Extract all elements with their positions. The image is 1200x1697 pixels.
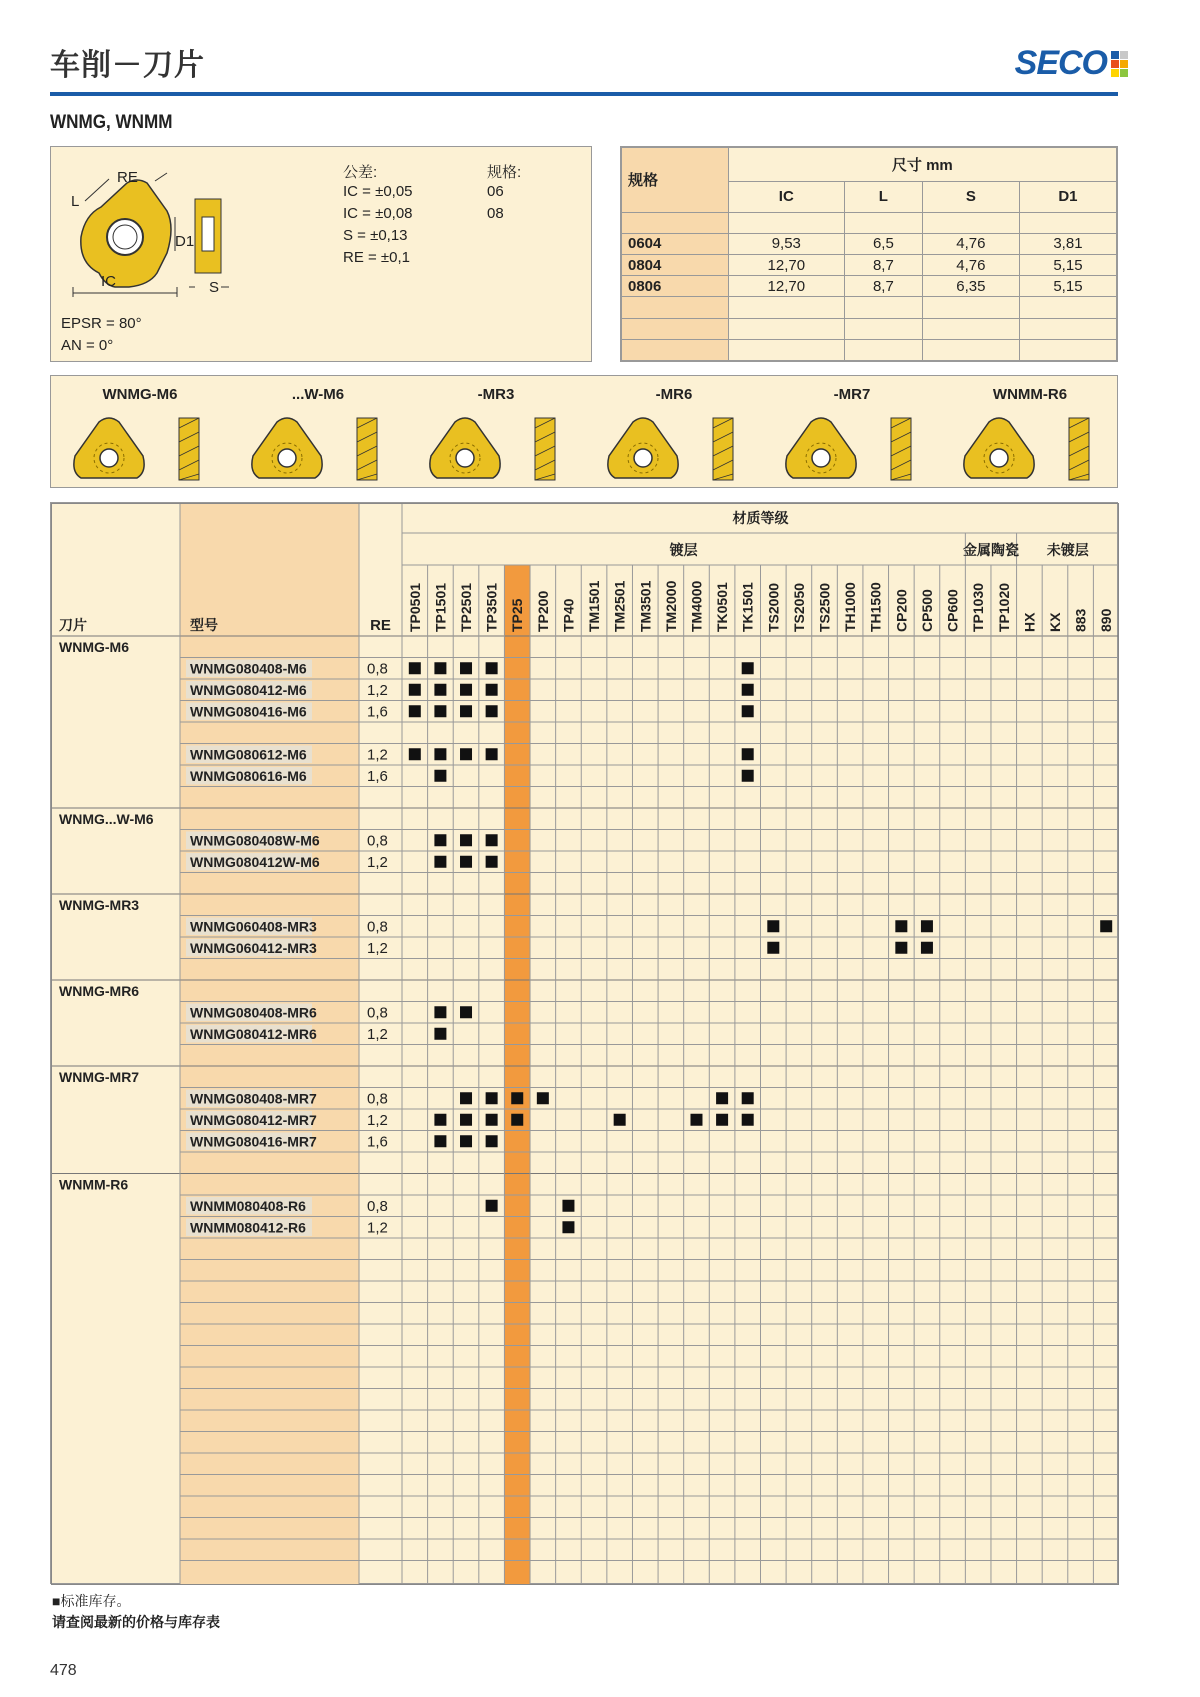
stock-mark <box>562 1200 574 1212</box>
insert-dimension-diagram <box>59 161 259 311</box>
re-cell: 0,8 <box>367 1004 388 1022</box>
stock-mark <box>409 662 421 674</box>
insert-group-name: WNMG-MR6 <box>59 983 140 999</box>
stock-mark <box>742 748 754 760</box>
model-cell: WNMG080412W-M6 <box>190 854 320 870</box>
grade-column-label: TH1000 <box>842 582 859 632</box>
stock-mark <box>895 920 907 932</box>
series-title: WNMG, WNMM <box>50 112 173 133</box>
dimension-table-panel <box>620 146 1118 362</box>
stock-mark <box>511 1114 523 1126</box>
grade-column-label: TP200 <box>534 590 551 632</box>
insert-group-name: WNMG...W-M6 <box>59 811 154 827</box>
stock-mark <box>511 1092 523 1104</box>
brand-name: SECO <box>1014 44 1107 82</box>
stock-mark <box>460 856 472 868</box>
cermet-header: 金属陶瓷 <box>962 542 1019 558</box>
grade-table-grid <box>51 503 1119 1585</box>
dimension-column-header: D1 <box>1019 182 1116 212</box>
stock-mark <box>486 684 498 696</box>
an-value: AN = 0° <box>61 337 114 354</box>
stock-mark <box>409 748 421 760</box>
tolerance-label: 公差: <box>343 164 378 181</box>
dimension-cell: 4,76 <box>922 233 1019 254</box>
stock-mark <box>460 1135 472 1147</box>
stock-mark <box>434 1135 446 1147</box>
model-cell: WNMM080408-R6 <box>190 1198 306 1214</box>
re-cell: 0,8 <box>367 1090 388 1108</box>
stock-mark <box>434 1006 446 1018</box>
grade-column-label: TP2501 <box>458 582 475 632</box>
grade-column-label: TM1501 <box>586 580 603 632</box>
re-cell: 1,2 <box>367 682 388 699</box>
dimension-cell: 6,5 <box>844 233 922 254</box>
model-cell: WNMG060408-MR3 <box>190 918 317 935</box>
dimension-cell: 3,81 <box>1019 233 1116 254</box>
stock-note: 请查阅最新的价格与库存表 <box>52 1614 220 1630</box>
geometry-6 <box>941 376 1119 489</box>
stock-mark <box>409 684 421 696</box>
page-title: 车削－刀片 <box>50 49 205 82</box>
re-cell: 1,2 <box>367 1219 388 1237</box>
insert-icon <box>51 408 229 488</box>
insert-group-name: WNMG-M6 <box>59 639 129 655</box>
re-cell: 1,2 <box>367 746 388 764</box>
size-cell: 0604 <box>622 233 729 254</box>
grade-column-label: CP500 <box>918 589 935 632</box>
size-item: 08 <box>487 205 504 222</box>
stock-mark <box>742 1114 754 1126</box>
size-cell: 0806 <box>622 276 729 297</box>
stock-mark <box>486 834 498 846</box>
coated-header: 镀层 <box>669 542 698 558</box>
insert-icon <box>763 408 941 488</box>
grade-column-label: 883 <box>1072 608 1089 632</box>
stock-mark <box>486 1092 498 1104</box>
stock-mark <box>716 1114 728 1126</box>
model-cell: WNMG080416-M6 <box>190 703 307 720</box>
model-cell: WNMG060412-MR3 <box>190 940 317 956</box>
diagram-label-l: L <box>71 193 80 210</box>
dimension-cell: 5,15 <box>1019 276 1116 297</box>
stock-mark <box>767 920 779 932</box>
geometry-panel <box>50 375 1118 488</box>
model-cell: WNMG080616-M6 <box>190 768 307 784</box>
diagram-label-re: RE <box>117 169 138 186</box>
grade-column-label: KX <box>1046 612 1063 632</box>
stock-mark <box>434 662 446 674</box>
insert-icon <box>407 408 585 488</box>
tolerance-item: RE = ±0,1 <box>343 249 411 266</box>
stock-mark <box>460 662 472 674</box>
insert-icon <box>941 408 1119 488</box>
model-cell: WNMG080408-MR6 <box>190 1004 317 1021</box>
stock-mark <box>434 834 446 846</box>
grade-column-label: CP600 <box>944 589 961 632</box>
dimension-column-header: L <box>844 182 922 212</box>
stock-mark <box>690 1114 702 1126</box>
stock-mark <box>460 684 472 696</box>
epsr-value: EPSR = 80° <box>61 315 142 332</box>
title-rule <box>50 92 1118 96</box>
stock-mark <box>486 856 498 868</box>
grade-column-label: TK1501 <box>739 582 756 632</box>
dimension-cell: 8,7 <box>844 254 922 275</box>
material-header: 材质等级 <box>732 510 789 526</box>
model-cell: WNMG080408-M6 <box>190 660 307 677</box>
stock-mark <box>434 1028 446 1040</box>
model-cell: WNMG080408W-M6 <box>190 832 320 849</box>
geometry-1 <box>51 376 229 489</box>
re-cell: 1,2 <box>367 854 388 871</box>
re-cell: 1,2 <box>367 1026 388 1043</box>
stock-mark <box>486 1200 498 1212</box>
grade-column-label: TM2000 <box>662 580 679 632</box>
stock-mark <box>486 662 498 674</box>
brand-logo <box>1015 44 1128 83</box>
size-label: 规格: <box>487 164 522 181</box>
re-cell: 1,2 <box>367 1112 388 1129</box>
uncoated-header: 未镀层 <box>1046 542 1089 558</box>
geometry-label: -MR3 <box>477 386 515 403</box>
stock-mark <box>434 748 446 760</box>
dimension-column-header: IC <box>728 182 844 212</box>
model-cell: WNMG080408-MR7 <box>190 1090 317 1107</box>
geometry-5 <box>763 376 941 489</box>
model-cell: WNMG080412-M6 <box>190 682 307 698</box>
stock-mark <box>921 920 933 932</box>
stock-mark <box>486 705 498 717</box>
model-cell: WNMG080412-MR7 <box>190 1112 317 1128</box>
model-cell: WNMG080612-M6 <box>190 746 307 763</box>
re-cell: 0,8 <box>367 660 388 678</box>
grade-column-label: TM3501 <box>637 580 654 632</box>
stock-mark <box>409 705 421 717</box>
size-item: 06 <box>487 183 504 200</box>
stock-mark <box>537 1092 549 1104</box>
dimension-cell: 8,7 <box>844 276 922 297</box>
grade-column-label: TP1501 <box>432 582 449 632</box>
stock-legend: ■标准库存。 <box>52 1593 131 1609</box>
dimension-table <box>621 147 1117 361</box>
stock-mark <box>767 942 779 954</box>
stock-mark <box>1100 920 1112 932</box>
table-row <box>622 254 1117 275</box>
grade-column-label: TM2501 <box>611 580 628 632</box>
grade-column-label: TP0501 <box>406 582 423 632</box>
insert-group-name: WNMG-MR3 <box>59 897 140 913</box>
stock-mark <box>460 1006 472 1018</box>
size-cell: 0804 <box>622 254 729 275</box>
grade-column-label: TP40 <box>560 598 577 632</box>
dimension-cell: 6,35 <box>922 276 1019 297</box>
insert-icon <box>229 408 407 488</box>
insert-group-name: WNMG-MR7 <box>59 1069 140 1085</box>
geometry-3 <box>407 376 585 489</box>
stock-mark <box>434 684 446 696</box>
grade-column-label: TH1500 <box>867 582 884 632</box>
dimension-group-header: 尺寸 mm <box>728 148 1116 182</box>
geometry-label: -MR6 <box>655 386 693 403</box>
stock-mark <box>562 1221 574 1233</box>
model-header: 型号 <box>190 617 218 633</box>
grade-column-label: HX <box>1021 612 1038 632</box>
stock-mark <box>486 1114 498 1126</box>
geometry-label: WNMG-M6 <box>102 386 178 403</box>
model-cell: WNMG080412-MR6 <box>190 1026 317 1042</box>
re-cell: 1,6 <box>367 703 388 721</box>
page-number: 478 <box>50 1662 77 1679</box>
stock-mark <box>742 770 754 782</box>
stock-mark <box>460 1092 472 1104</box>
diagram-label-s: S <box>209 279 220 296</box>
grade-table <box>50 502 1118 1584</box>
grade-column-label: 890 <box>1098 608 1115 632</box>
dimension-cell: 5,15 <box>1019 254 1116 275</box>
insert-icon <box>585 408 763 488</box>
geometry-2 <box>229 376 407 489</box>
re-cell: 0,8 <box>367 832 388 850</box>
brand-mark-icon <box>1111 51 1128 77</box>
stock-mark <box>434 770 446 782</box>
stock-mark <box>460 748 472 760</box>
grade-column-label: TP1020 <box>995 582 1012 632</box>
stock-mark <box>486 1135 498 1147</box>
tolerance-item: IC = ±0,05 <box>343 183 413 200</box>
tolerance-item: S = ±0,13 <box>343 227 408 244</box>
stock-mark <box>460 705 472 717</box>
insert-header: 刀片 <box>59 617 87 633</box>
dimension-cell: 12,70 <box>728 276 844 297</box>
stock-mark <box>486 748 498 760</box>
stock-mark <box>614 1114 626 1126</box>
stock-mark <box>742 1092 754 1104</box>
stock-mark <box>434 856 446 868</box>
geometry-label: -MR7 <box>833 386 871 403</box>
dimension-cell: 12,70 <box>728 254 844 275</box>
grade-column-label: TK0501 <box>714 582 731 632</box>
geometry-label: WNMM-R6 <box>992 386 1068 403</box>
geometry-4 <box>585 376 763 489</box>
tolerance-item: IC = ±0,08 <box>343 205 413 222</box>
stock-mark <box>460 1114 472 1126</box>
re-cell: 1,6 <box>367 1133 388 1151</box>
stock-mark <box>716 1092 728 1104</box>
stock-mark <box>460 834 472 846</box>
stock-mark <box>742 684 754 696</box>
grade-column-label: TP25 <box>509 598 526 632</box>
re-cell: 0,8 <box>367 918 388 936</box>
diagram-label-d1: D1 <box>175 233 195 250</box>
grade-column-label: TP3501 <box>483 582 500 632</box>
grade-column-label: TS2050 <box>790 582 807 632</box>
size-header: 规格 <box>622 148 729 213</box>
insert-group-name: WNMM-R6 <box>59 1176 129 1193</box>
re-cell: 1,6 <box>367 768 388 785</box>
stock-mark <box>742 662 754 674</box>
grade-column-label: TS2000 <box>765 582 782 632</box>
dimension-cell: 4,76 <box>922 254 1019 275</box>
stock-mark <box>434 1114 446 1126</box>
stock-mark <box>434 705 446 717</box>
stock-mark <box>742 705 754 717</box>
model-cell: WNMM080412-R6 <box>190 1219 306 1236</box>
spec-panel <box>50 146 592 362</box>
stock-mark <box>921 942 933 954</box>
grade-column-label: CP200 <box>893 589 910 632</box>
model-cell: WNMG080416-MR7 <box>190 1133 317 1150</box>
re-header: RE <box>370 617 391 634</box>
dimension-column-header: S <box>922 182 1019 212</box>
dimension-cell: 9,53 <box>728 233 844 254</box>
diagram-label-ic: IC <box>101 273 116 290</box>
grade-column-label: TS2500 <box>816 582 833 632</box>
re-cell: 1,2 <box>367 940 388 957</box>
table-row <box>622 276 1117 297</box>
geometry-label: ...W-M6 <box>291 386 345 403</box>
re-cell: 0,8 <box>367 1198 388 1215</box>
table-row <box>622 233 1117 254</box>
grade-column-label: TP1030 <box>970 582 987 632</box>
grade-column-label: TM4000 <box>688 580 705 632</box>
stock-mark <box>895 942 907 954</box>
